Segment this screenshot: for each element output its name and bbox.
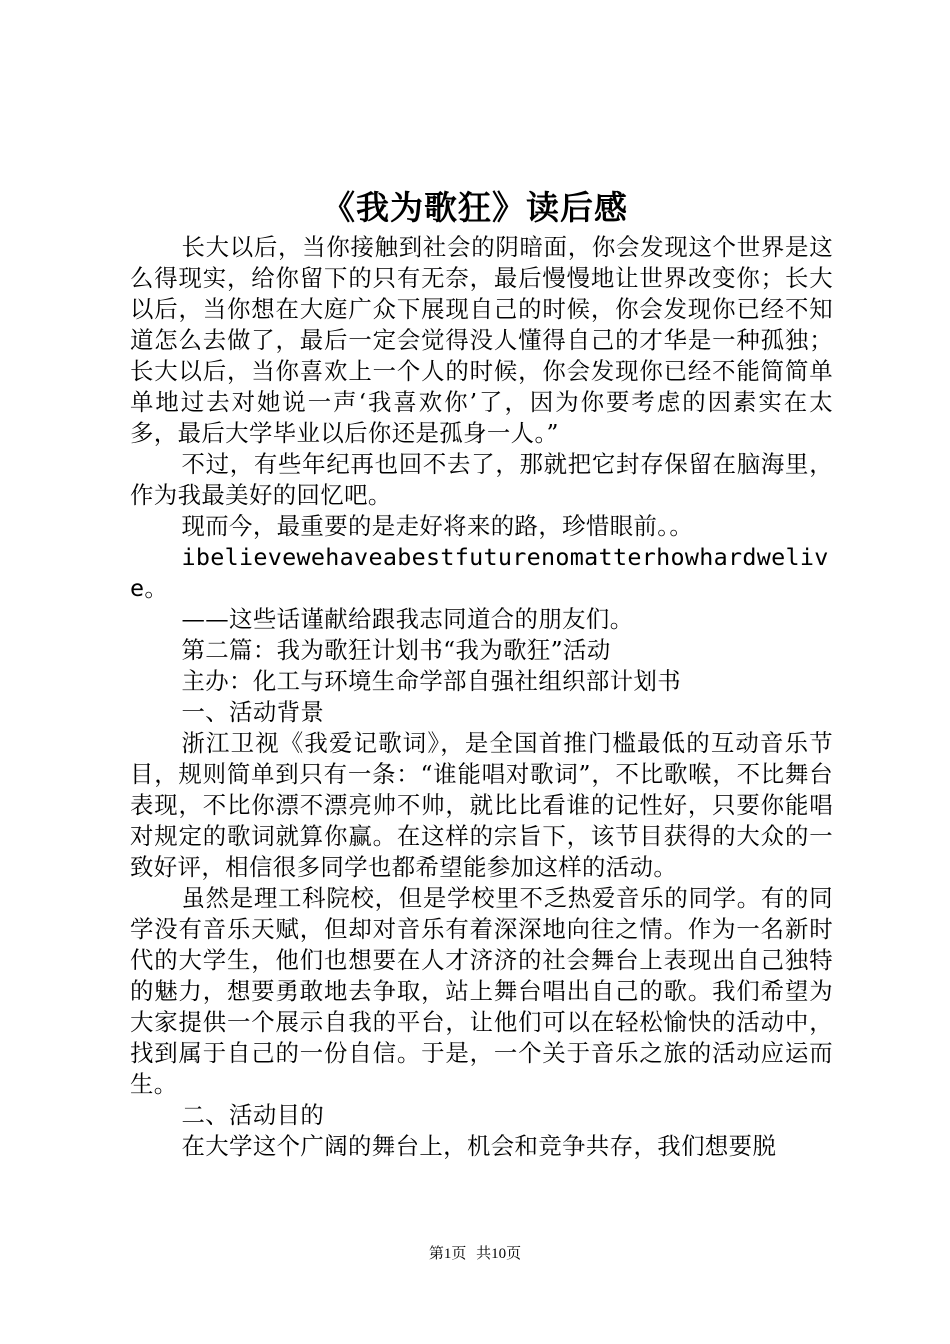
document-body bbox=[130, 232, 833, 1162]
document-title: 《我为歌狂》读后感 bbox=[322, 188, 628, 227]
page-number: 第1页 bbox=[428, 1246, 467, 1262]
paragraph: 在大学这个广阔的舞台上，机会和竞争共存，我们想要脱 bbox=[181, 1132, 777, 1160]
paragraph: 虽然是理工科院校，但是学校里不乏热爱音乐的同学。有的同学没有音乐天赋，但却对音乐有着深深地向往之情。作为一名新时代的大学生，他们也想要在人才济济的社会舞台上表现出自己独特的魅力，想要勇敢地去争取，站上舞台唱出自己的歌。我们希望为大家提供一个展示自我的平台，让他们可以在轻松愉快的活动中，找到属于自己的一份自信。于是，一个关于音乐之旅的活动应运而生。 bbox=[130, 884, 833, 1098]
paragraph: 主办：化工与环境生命学部自强社组织部计划书 bbox=[181, 667, 682, 695]
paragraph: ——这些话谨献给跟我志同道合的朋友们。 bbox=[181, 605, 634, 633]
paragraph: ibelievewehaveabestfuturenomatterhowhardwelive。 bbox=[130, 543, 829, 602]
section-heading: 二、活动目的 bbox=[181, 1101, 325, 1129]
section-heading: 第二篇：我为歌狂计划书“我为歌狂”活动 bbox=[181, 636, 611, 664]
paragraph: 不过，有些年纪再也回不去了，那就把它封存保留在脑海里，作为我最美好的回忆吧。 bbox=[130, 450, 833, 509]
page-total: 共10页 bbox=[476, 1246, 522, 1262]
section-heading: 一、活动背景 bbox=[181, 698, 325, 726]
page-footer bbox=[0, 1244, 950, 1264]
paragraph: 浙江卫视《我爱记歌词》，是全国首推门槛最低的互动音乐节目，规则简单到只有一条：“谁能唱对歌词”，不比歌喉，不比舞台表现，不比你漂不漂亮帅不帅，就比比看谁的记性好，只要你能唱对规定的歌词就算你赢。在这样的宗旨下，该节目获得的大众的一致好评，相信很多同学也都希望能参加这样的活动。 bbox=[130, 729, 833, 881]
paragraph: 现而今，最重要的是走好将来的路，珍惜眼前。。 bbox=[181, 512, 694, 540]
paragraph: 长大以后，当你接触到社会的阴暗面，你会发现这个世界是这么得现实，给你留下的只有无奈，最后慢慢地让世界改变你；长大以后，当你想在大庭广众下展现自己的时候，你会发现你已经不知道怎么去做了，最后一定会觉得没人懂得自己的才华是一种孤独；长大以后，当你喜欢上一个人的时候，你会发现你已经不能简简单单地过去对她说一声‘我喜欢你’了，因为你要考虑的因素实在太多，最后大学毕业以后你还是孤身一人。” bbox=[130, 233, 833, 447]
